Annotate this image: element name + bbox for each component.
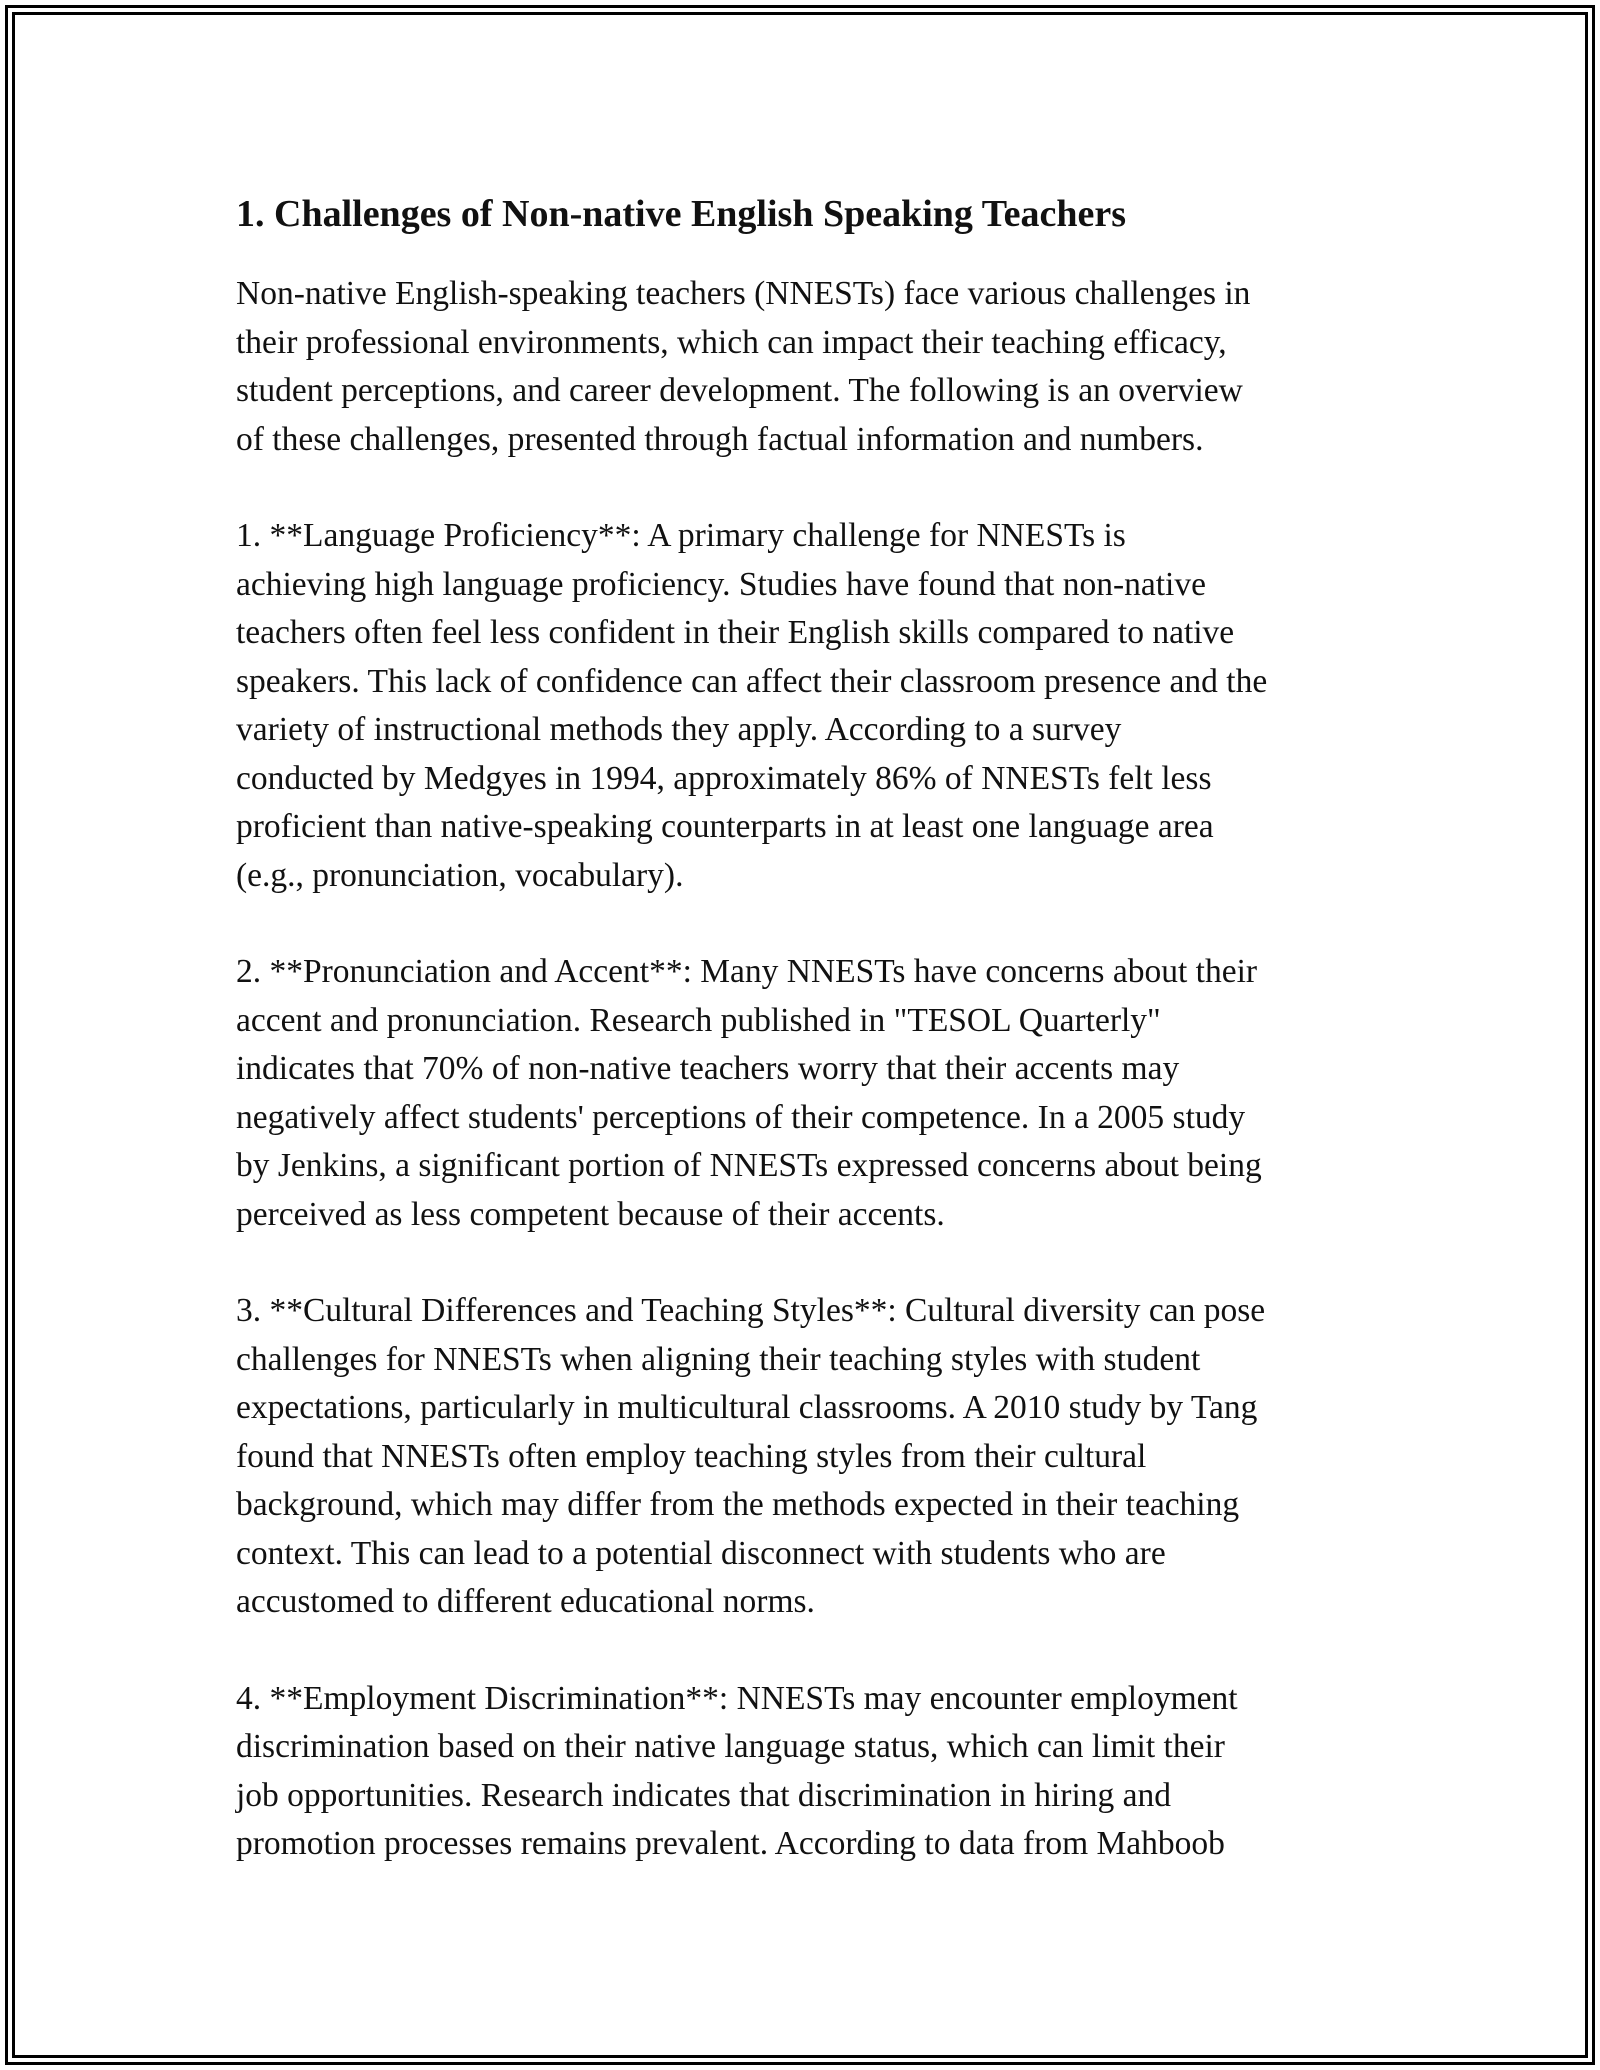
paragraph-line: perceived as less competent because of their accents. xyxy=(236,1195,945,1233)
paragraph-line: Non-native English-speaking teachers (NNESTs) face various challenges in xyxy=(236,275,1251,312)
paragraph-line: variety of instructional methods they apply. According to a survey xyxy=(236,711,1122,748)
paragraph-line: background, which may differ from the methods expected in their teaching xyxy=(236,1486,1240,1523)
paragraph-line: their professional environments, which can impact their teaching efficacy, xyxy=(236,323,1227,361)
pronunciation-accent-paragraph xyxy=(236,948,1376,1239)
paragraph-line: challenges for NNESTs when aligning their teaching styles with student xyxy=(236,1340,1201,1378)
intro-paragraph xyxy=(236,270,1376,464)
paragraph-line: expectations, particularly in multicultural classrooms. A 2010 study by Tang xyxy=(236,1389,1258,1426)
paragraph-line: negatively affect students' perceptions of their competence. In a 2005 study xyxy=(236,1098,1246,1136)
section-title: 1. Challenges of Non-native English Speaking Teachers xyxy=(236,193,1126,235)
language-proficiency-paragraph xyxy=(236,512,1376,900)
paragraph-line: (e.g., pronunciation, vocabulary). xyxy=(236,856,684,894)
paragraph-line: achieving high language proficiency. Studies have found that non-native xyxy=(236,565,1206,603)
paragraph-line: discrimination based on their native language status, which can limit their xyxy=(236,1728,1225,1765)
paragraph-line: context. This can lead to a potential disconnect with students who are xyxy=(236,1534,1166,1572)
paragraph-line: 2. **Pronunciation and Accent**: Many NNESTs have concerns about their xyxy=(236,953,1258,990)
paragraph-line: teachers often feel less confident in their English skills compared to native xyxy=(236,614,1235,651)
paragraph-line: job opportunities. Research indicates that discrimination in hiring and xyxy=(236,1776,1172,1814)
cultural-differences-paragraph xyxy=(236,1287,1376,1627)
paragraph-line: 4. **Employment Discrimination**: NNESTs may encounter employment xyxy=(236,1679,1238,1717)
paragraph-line: by Jenkins, a significant portion of NNESTs expressed concerns about being xyxy=(236,1147,1262,1184)
paragraph-line: student perceptions, and career development. The following is an overview xyxy=(236,372,1243,409)
paragraph-line: found that NNESTs often employ teaching styles from their cultural xyxy=(236,1437,1147,1475)
paragraph-line: speakers. This lack of confidence can affect their classroom presence and the xyxy=(236,662,1268,700)
employment-discrimination-paragraph xyxy=(236,1675,1376,1869)
document-body xyxy=(236,186,1376,1917)
paragraph-line: promotion processes remains prevalent. According to data from Mahboob xyxy=(236,1825,1225,1862)
paragraph-line: proficient than native-speaking counterparts in at least one language area xyxy=(236,808,1214,845)
paragraph-line: indicates that 70% of non-native teachers worry that their accents may xyxy=(236,1050,1180,1087)
paragraph-line: conducted by Medgyes in 1994, approximately 86% of NNESTs felt less xyxy=(236,759,1212,797)
paragraph-line: 3. **Cultural Differences and Teaching Styles**: Cultural diversity can pose xyxy=(236,1292,1266,1329)
paragraph-line: accent and pronunciation. Research published in "TESOL Quarterly" xyxy=(236,1001,1161,1039)
paragraph-line: of these challenges, presented through factual information and numbers. xyxy=(236,420,1204,458)
paragraph-line: 1. **Language Proficiency**: A primary challenge for NNESTs is xyxy=(236,517,1126,554)
paragraph-line: accustomed to different educational norms. xyxy=(236,1583,815,1620)
